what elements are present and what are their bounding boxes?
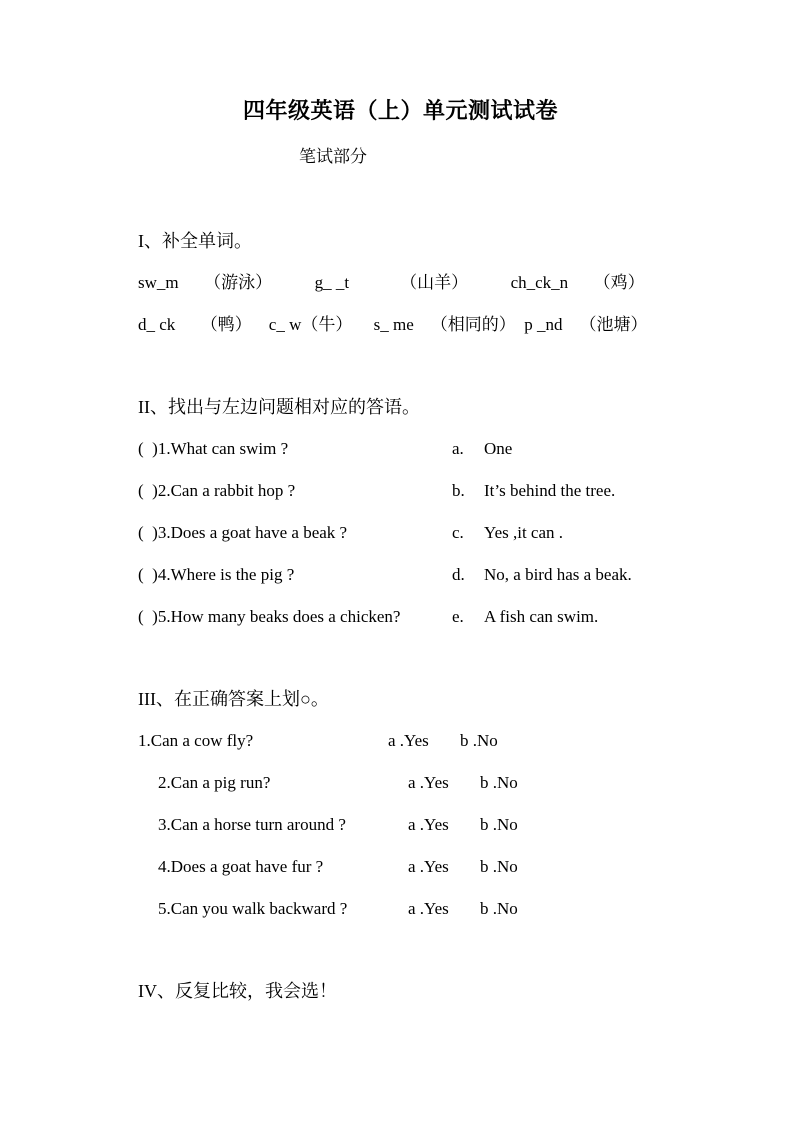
- quiz-option-b: b .No: [480, 857, 518, 876]
- quiz-row: [158, 846, 663, 888]
- match-answer-letter: c.: [452, 523, 464, 542]
- quiz-question: 2.Can a pig run?: [158, 773, 271, 792]
- match-question: ( )2.Can a rabbit hop ?: [138, 481, 296, 500]
- match-answer-letter: d.: [452, 565, 465, 584]
- quiz-option-a: a .Yes: [388, 731, 429, 750]
- match-answer-text: A fish can swim.: [484, 607, 599, 626]
- match-answer-letter: a.: [452, 439, 464, 458]
- quiz-row: [138, 720, 663, 762]
- match-question: ( )5.How many beaks does a chicken?: [138, 607, 401, 626]
- match-pair-row: [138, 470, 663, 512]
- section-2-heading: II、找出与左边问题相对应的答语。: [138, 397, 420, 417]
- match-answer-text: Yes ,it can .: [484, 523, 564, 542]
- match-answer-text: It’s behind the tree.: [484, 481, 616, 500]
- quiz-option-a: a .Yes: [408, 899, 449, 918]
- section-3-heading: III、在正确答案上划○。: [138, 689, 329, 709]
- exam-subtitle: 笔试部分: [299, 147, 367, 166]
- quiz-option-a: a .Yes: [408, 857, 449, 876]
- match-pair-row: [138, 428, 663, 470]
- quiz-option-a: a .Yes: [408, 773, 449, 792]
- match-pair-row: [138, 554, 663, 596]
- quiz-question: 5.Can you walk backward ?: [158, 899, 348, 918]
- match-answer-letter: b.: [452, 481, 465, 500]
- exam-content: [0, 96, 793, 1012]
- match-question: ( )3.Does a goat have a beak ?: [138, 523, 348, 542]
- match-question: ( )1.What can swim ?: [138, 439, 289, 458]
- quiz-option-b: b .No: [460, 731, 498, 750]
- quiz-row: [158, 888, 663, 930]
- quiz-question: 4.Does a goat have fur ?: [158, 857, 324, 876]
- quiz-row: [158, 762, 663, 804]
- quiz-option-b: b .No: [480, 815, 518, 834]
- section-4-heading: IV、反复比较，我会选！: [138, 981, 337, 1001]
- match-pair-row: [138, 512, 663, 554]
- word-fill-line-2: d_ ck （鸭） c_ w（牛） s_ me （相同的） p _nd （池塘）: [138, 315, 648, 334]
- quiz-option-b: b .No: [480, 899, 518, 918]
- word-fill-line-1: sw_m （游泳） g_ _t （山羊） ch_ck_n （鸡）: [138, 273, 645, 292]
- match-answer-letter: e.: [452, 607, 464, 626]
- exam-title: 四年级英语（上）单元测试试卷: [242, 98, 558, 123]
- match-question: ( )4.Where is the pig ?: [138, 565, 295, 584]
- quiz-question: 3.Can a horse turn around ?: [158, 815, 346, 834]
- match-pair-row: [138, 596, 663, 638]
- match-answer-text: No, a bird has a beak.: [484, 565, 632, 584]
- section-1-heading: I、补全单词。: [138, 231, 252, 251]
- match-answer-text: One: [484, 439, 513, 458]
- quiz-option-b: b .No: [480, 773, 518, 792]
- quiz-question: 1.Can a cow fly?: [138, 731, 254, 750]
- quiz-option-a: a .Yes: [408, 815, 449, 834]
- quiz-row: [158, 804, 663, 846]
